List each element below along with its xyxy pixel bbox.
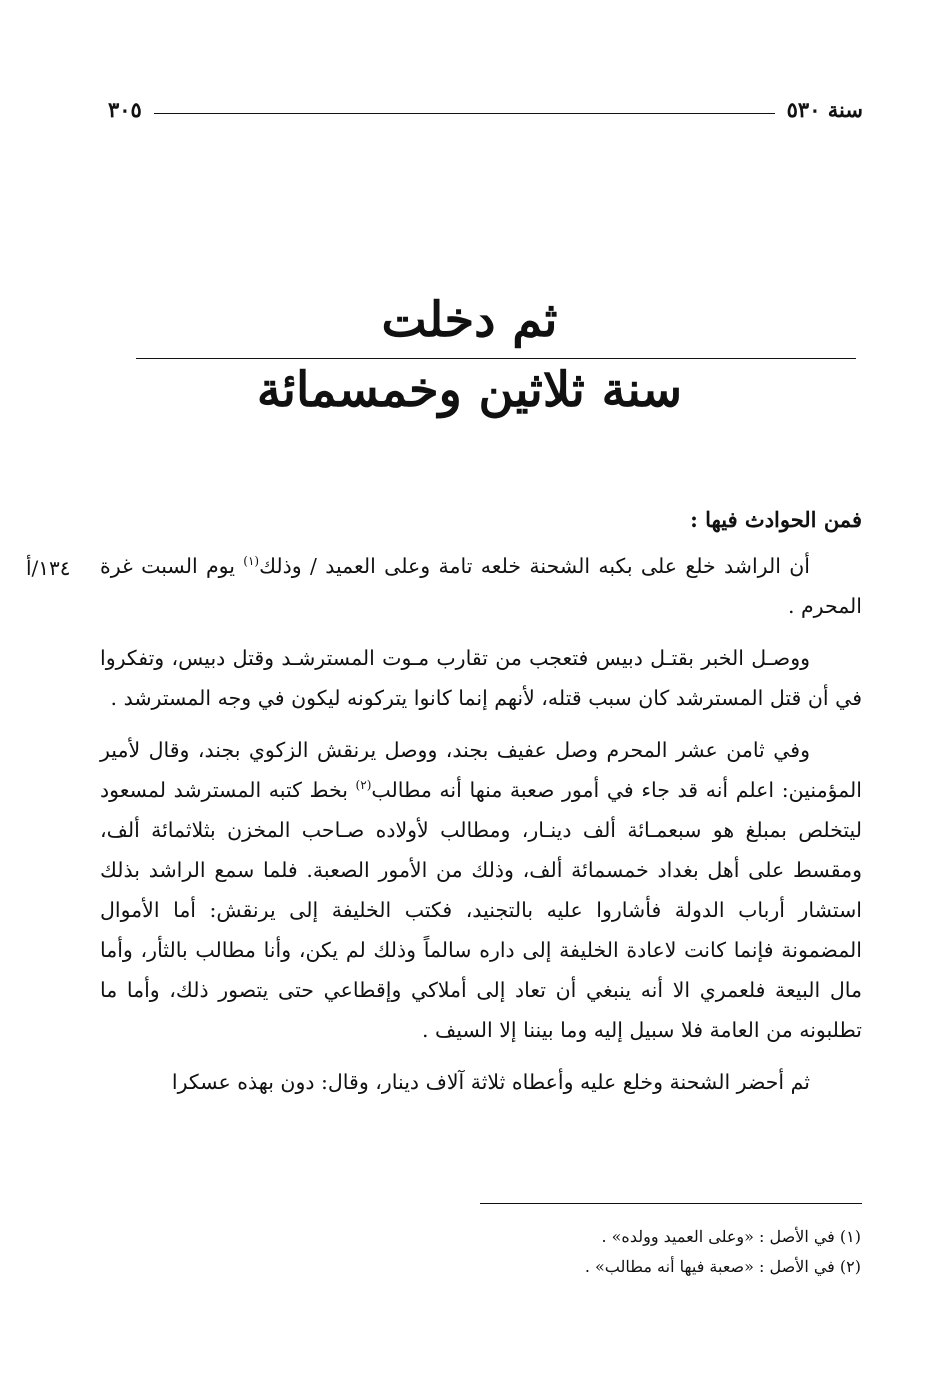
header-year-label: سنة ٥٣٠ [786, 96, 863, 122]
footnote-1: (١) في الأصل : «وعلى العميد وولده» . [601, 1227, 861, 1246]
paragraph-1 [100, 546, 862, 626]
header-rule [154, 113, 775, 114]
footnote-2: (٢) في الأصل : «صعبة فيها أنه مطالب» . [584, 1257, 861, 1276]
paragraph-4: ثم أحضر الشحنة وخلع عليه وأعطاه ثلاثة آلاف دينار، وقال: دون بهذه عسكرا [171, 1070, 810, 1094]
section-title: فمن الحوادث فيها : [690, 507, 862, 532]
running-header [108, 94, 863, 124]
body-text [100, 500, 862, 1114]
footnote-rule [480, 1203, 862, 1204]
chapter-heading-line2: سنة ثلاثين وخمسمائة [256, 362, 683, 418]
paragraph-3 [100, 730, 862, 1050]
paragraph-2: ووصـل الخبر بقتـل دبيس فتعجب من تقارب مـوت المسترشـد وقتل دبيس، وتفكروا في أن قتل المسترشد كان سبب قتله، لأنهم إنما كانوا يتركونه ليكون في وجه المسترشد . [100, 646, 862, 710]
chapter-heading-rule [136, 358, 856, 359]
paragraph-1-text-b: يوم السبت غرة المحرم . [100, 554, 862, 618]
page-number: ٣٠٥ [108, 96, 142, 122]
paragraph-1-text-a: أن الراشد خلع على بكبه الشحنة خلعه تامة وعلى العميد / وذلك [259, 554, 810, 578]
footnote-ref-1: (١) [243, 554, 260, 569]
paragraph-3-text-b: بخط كتبه المسترشد لمسعود ليتخلص بمبلغ هو سبعمـائة ألف دينـار، ومطالب لأولاده صـاحب المخزن بثلاثمائة ألف، ومقسط على أهل بغداد خمسمائة ألف، وذلك من الأمور الصعبة. فلما سمع الراشد بذلك استشار أرباب الدولة فأشاروا عليه بالتجنيد، فكتب الخليفة إلى يرنقش: أما الأموال المضمونة فإنما كانت لاعادة الخليفة إلى داره سالماً وذلك لم يكن، وأنا مطالب بالثأر، وأما مال البيعة فلعمري الا أنه ينبغي أن تعاد إلى أملاكي وإقطاعي حتى يتصور ذلك، وأما ما تطلبونه من العامة فلا سبيل إليه وما بيننا إلا السيف . [100, 778, 862, 1042]
footnotes [585, 1222, 861, 1282]
paragraph-3-text-a: وفي ثامن عشر المحرم وصل عفيف بجند، ووصل يرنقش الزكوي بجند، وقال لأمير المؤمنين: اعلم أنه قد جاء في أمور صعبة منها أنه مطالب [100, 738, 862, 802]
margin-folio-note: ١٣٤/أ [26, 556, 71, 580]
chapter-heading-line1: ثم دخلت [381, 292, 558, 348]
footnote-ref-2: (٢) [355, 778, 372, 793]
